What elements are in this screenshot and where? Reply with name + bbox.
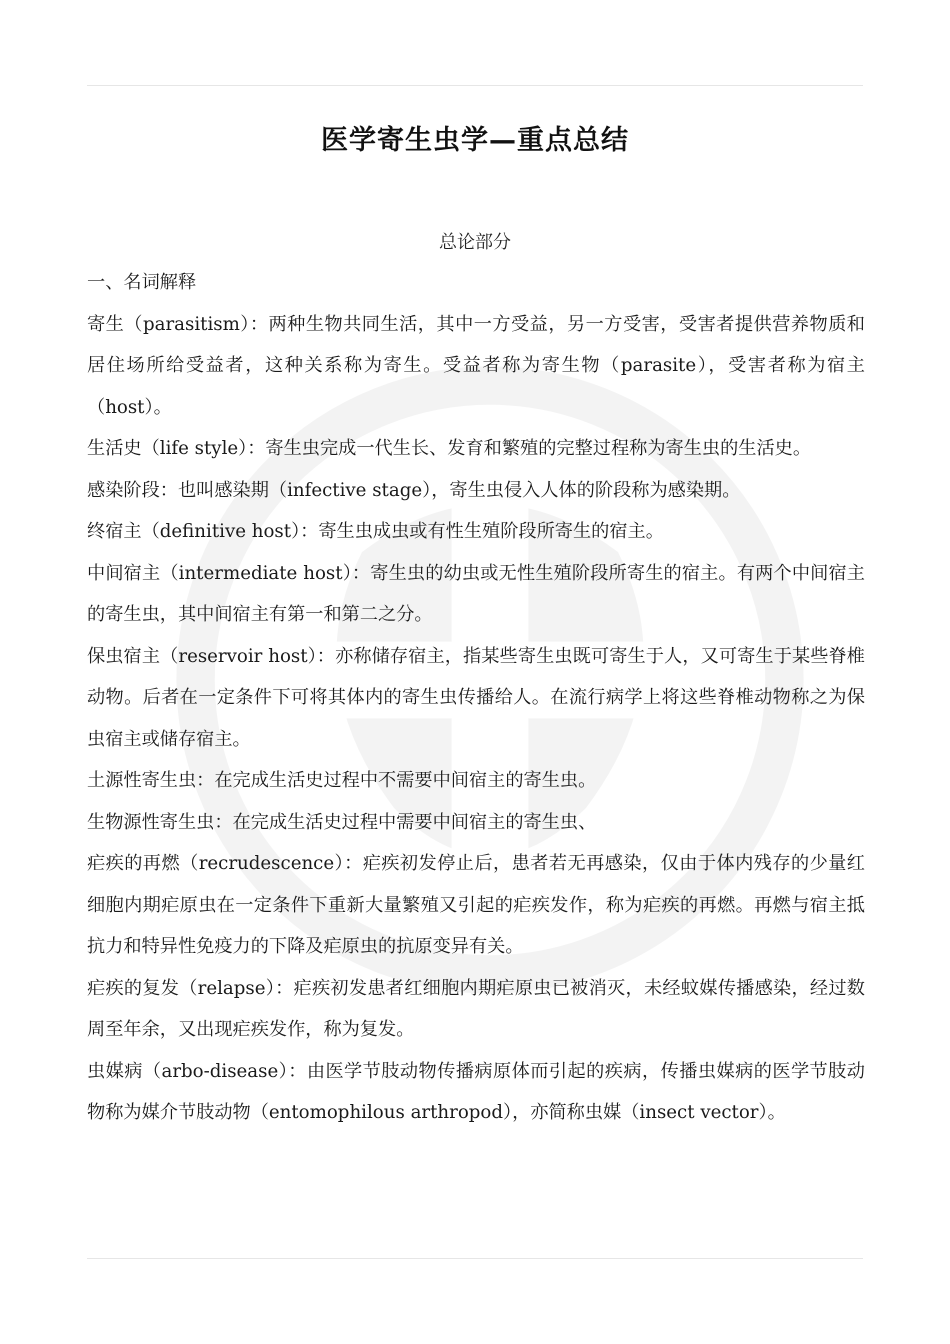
definition-definitive-host: 终宿主（definitive host）：寄生虫成虫或有性生殖阶段所寄生的宿主。 [87, 521, 664, 542]
definition-soil-transmitted-parasite: 土源性寄生虫：在完成生活史过程中不需要中间宿主的寄生虫。 [87, 770, 597, 791]
definition-relapse: 疟疾的复发（relapse）：疟疾初发患者红细胞内期疟原虫已被消灭，未经蚊媒传播感染，经过数周至年余，又出现疟疾发作，称为复发。 [87, 977, 865, 1040]
definition-reservoir-host: 保虫宿主（reservoir host）：亦称储存宿主，指某些寄生虫既可寄生于人，又可寄生于某些脊椎动物。后者在一定条件下可将其体内的寄生虫传播给人。在流行病学上将这些脊椎动物称之为保虫宿主或储存宿主。 [87, 645, 865, 750]
section-heading: 一、名词解释 [87, 272, 197, 293]
definition-infective-stage: 感染阶段：也叫感染期（infective stage），寄生虫侵入人体的阶段称为感染期。 [87, 479, 741, 501]
bottom-divider [87, 1258, 863, 1259]
definition-biohelminth: 生物源性寄生虫：在完成生活史过程中需要中间宿主的寄生虫、 [87, 811, 597, 833]
definition-arbo-disease: 虫媒病（arbo-disease）：由医学节肢动物传播病原体而引起的疾病，传播虫媒病的医学节肢动物称为媒介节肢动物（entomophilous arthropod），亦简称虫媒（insect vector）。 [87, 1060, 865, 1123]
section-subtitle: 总论部分 [439, 232, 511, 253]
definition-parasitism: 寄生（parasitism）：两种生物共同生活，其中一方受益，另一方受害，受害者提供营养物质和居住场所给受益者，这种关系称为寄生。受益者称为寄生物（parasite），受害者称为宿主（host）。 [87, 313, 865, 418]
definition-life-cycle: 生活史（life style）：寄生虫完成一代生长、发育和繁殖的完整过程称为寄生虫的生活史。 [87, 438, 812, 459]
definition-intermediate-host: 中间宿主（intermediate host）：寄生虫的幼虫或无性生殖阶段所寄生的宿主。有两个中间宿主的寄生虫，其中间宿主有第一和第二之分。 [87, 562, 865, 625]
definition-recrudescence: 疟疾的再燃（recrudescence）：疟疾初发停止后，患者若无再感染，仅由于体内残存的少量红细胞内期疟原虫在一定条件下重新大量繁殖又引起的疟疾发作，称为疟疾的再燃。再燃与宿主抵抗力和特异性免疫力的下降及疟原虫的抗原变异有关。 [87, 853, 865, 957]
top-divider [87, 85, 863, 86]
page-title: 医学寄生虫学—重点总结 [321, 125, 629, 156]
document-body [87, 262, 865, 1134]
